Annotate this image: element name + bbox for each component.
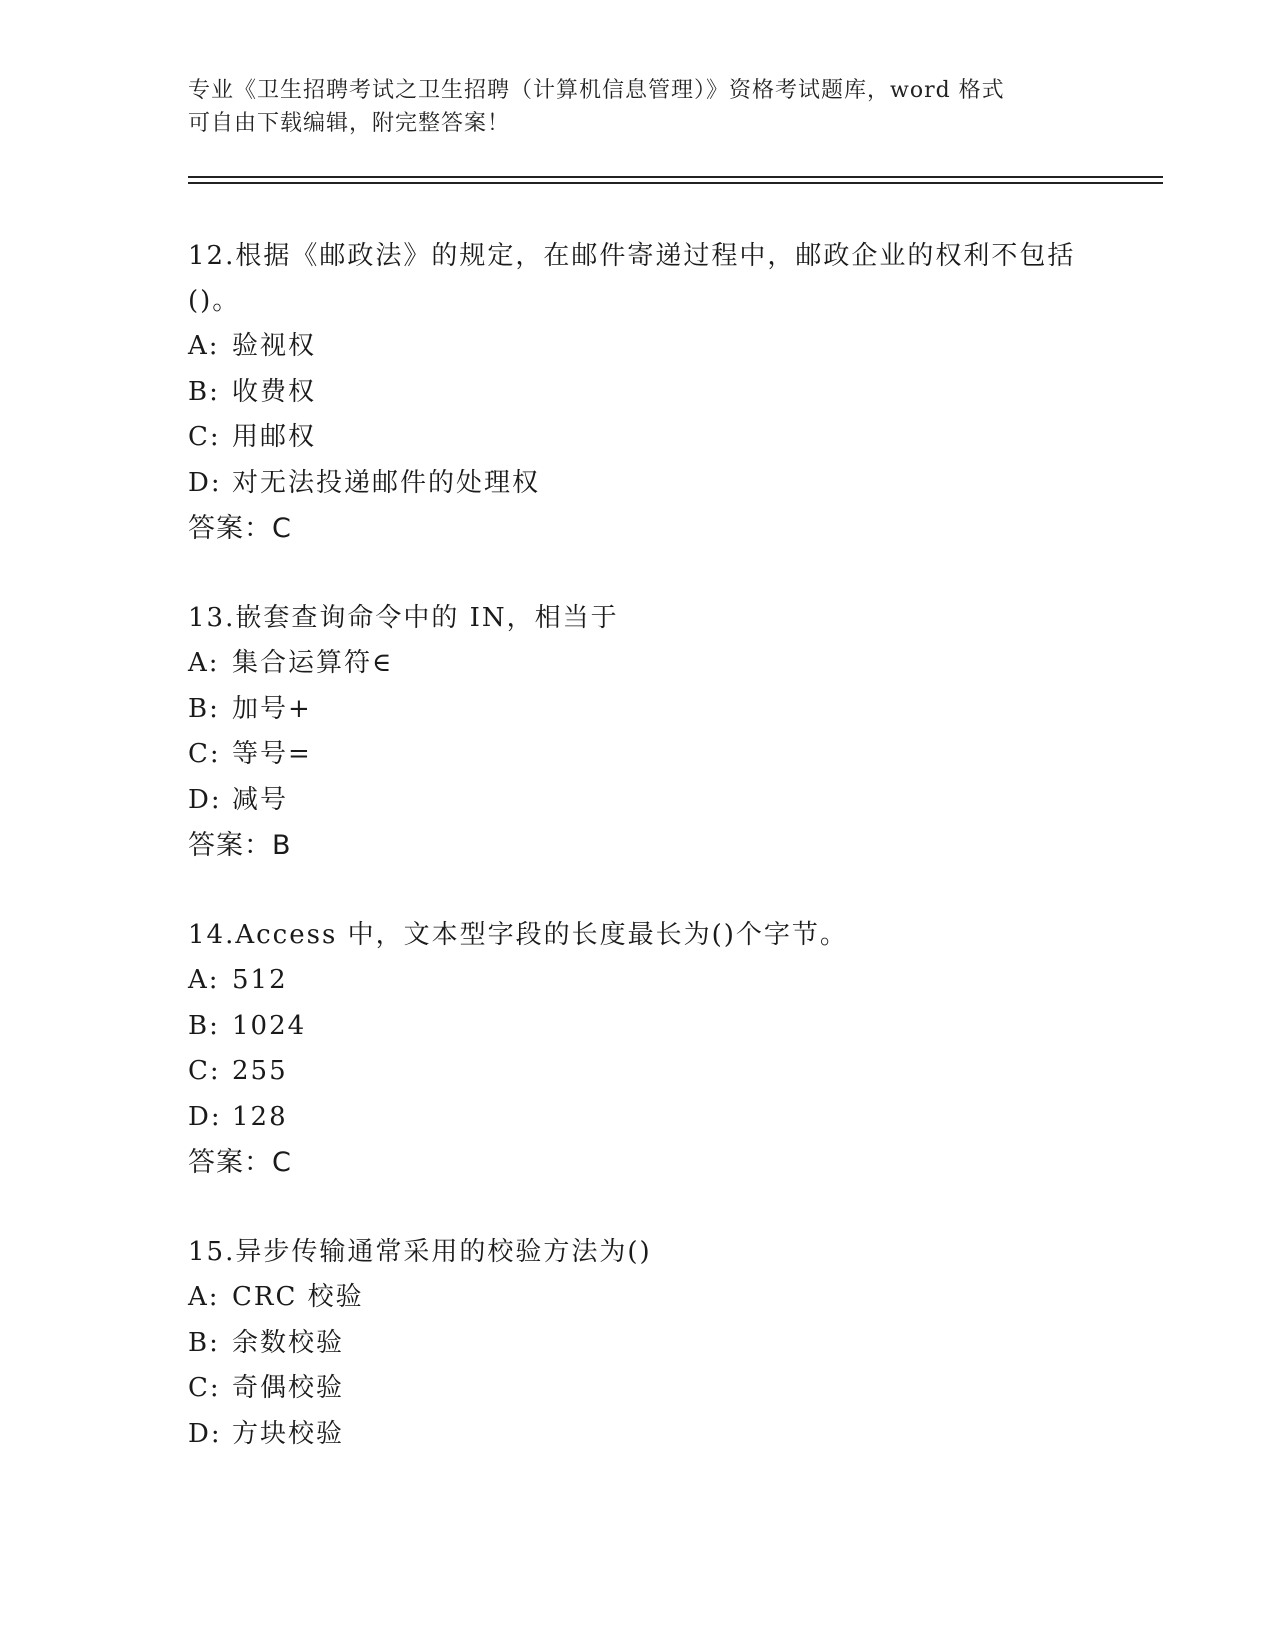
option-text: 收费权 [232, 376, 317, 407]
option-key: C: [188, 1373, 221, 1403]
option-text: 对无法投递邮件的处理权 [232, 467, 541, 498]
option-b [188, 1004, 1088, 1050]
option-key: C: [188, 739, 221, 769]
option-b [188, 687, 1088, 733]
option-key: B: [188, 376, 220, 407]
option-text: 奇偶校验 [232, 1373, 345, 1403]
option-text: 验视权 [232, 331, 317, 361]
option-text: 集合运算符∈ [232, 648, 394, 678]
option-text: 255 [232, 1056, 288, 1086]
option-text: 加号+ [232, 693, 312, 724]
answer-line: 答案：B [188, 830, 292, 861]
question-stem: 12.根据《邮政法》的规定，在邮件寄递过程中，邮政企业的权利不包括()。 [188, 241, 1076, 316]
header-divider-bottom [188, 182, 1163, 184]
option-key: B: [188, 693, 220, 724]
option-text: 512 [232, 965, 288, 995]
answer-line: 答案：C [188, 513, 292, 544]
option-key: A: [188, 648, 220, 678]
option-d [188, 778, 1088, 824]
option-text: 等号= [232, 739, 312, 769]
answer-line: 答案：C [188, 1147, 292, 1178]
option-a [188, 958, 1088, 1004]
option-key: A: [188, 965, 220, 995]
option-c [188, 415, 1088, 461]
question-15 [188, 1230, 1088, 1457]
option-key: B: [188, 1327, 220, 1358]
question-13 [188, 596, 1088, 868]
option-text: 用邮权 [232, 422, 317, 452]
option-text: 余数校验 [232, 1327, 345, 1358]
question-12 [188, 234, 1088, 551]
question-14 [188, 913, 1088, 1185]
option-key: D: [188, 784, 222, 815]
option-a [188, 1275, 1088, 1321]
option-text: 128 [232, 1101, 288, 1132]
option-a [188, 641, 1088, 687]
option-key: D: [188, 1101, 222, 1132]
option-key: A: [188, 331, 220, 361]
option-key: A: [188, 1282, 220, 1312]
question-stem: 15.异步传输通常采用的校验方法为() [188, 1237, 652, 1267]
option-b [188, 1321, 1088, 1367]
option-c [188, 1366, 1088, 1412]
option-text: 方块校验 [232, 1418, 345, 1449]
option-b [188, 370, 1088, 416]
option-c [188, 1049, 1088, 1095]
option-text: CRC 校验 [232, 1282, 364, 1312]
option-key: C: [188, 1056, 221, 1086]
option-key: D: [188, 1418, 222, 1449]
question-stem: 14.Access 中，文本型字段的长度最长为()个字节。 [188, 920, 848, 950]
option-key: D: [188, 467, 222, 498]
header-line-1: 专业《卫生招聘考试之卫生招聘（计算机信息管理）》资格考试题库，word 格式 [188, 78, 1005, 103]
option-c [188, 732, 1088, 778]
option-a [188, 324, 1088, 370]
question-stem: 13.嵌套查询命令中的 IN，相当于 [188, 603, 619, 633]
option-d [188, 1412, 1088, 1458]
option-key: C: [188, 422, 221, 452]
option-text: 减号 [232, 784, 289, 815]
option-key: B: [188, 1010, 220, 1041]
header-line-2: 可自由下载编辑，附完整答案！ [188, 111, 511, 136]
option-d [188, 461, 1088, 507]
option-text: 1024 [232, 1010, 307, 1041]
document-header [188, 74, 1068, 140]
option-d [188, 1095, 1088, 1141]
question-list [188, 234, 1088, 1502]
header-divider-top [188, 176, 1163, 178]
